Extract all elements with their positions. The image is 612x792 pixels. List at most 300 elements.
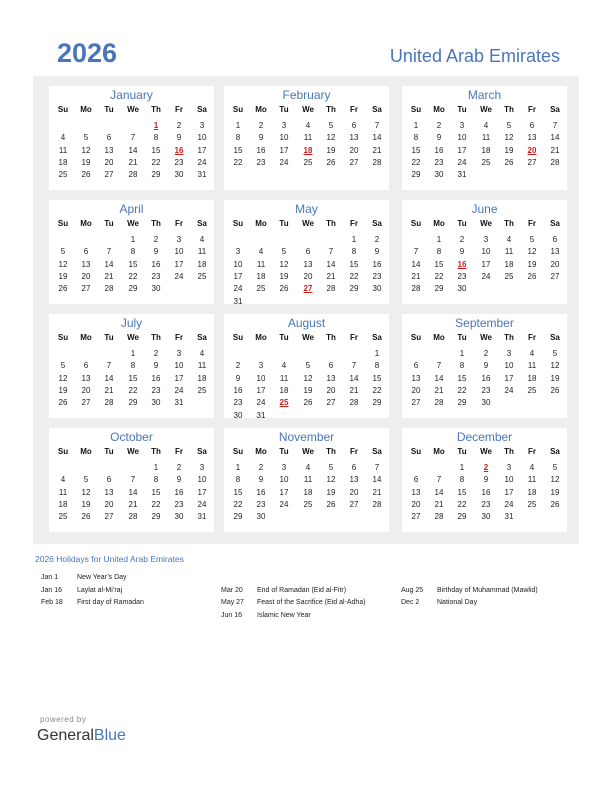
date-cell: 27: [81, 398, 91, 408]
date-cell: 24: [279, 157, 289, 167]
weekday-label: We: [480, 105, 492, 114]
date-cell: 24: [174, 385, 184, 395]
date-cell: 10: [279, 475, 289, 485]
month-name: January: [110, 88, 153, 102]
date-cell: 13: [81, 373, 91, 383]
date-cell: 21: [372, 487, 382, 497]
date-cell: 16: [481, 373, 491, 383]
date-cell: 27: [411, 398, 421, 408]
date-cell: 29: [151, 170, 161, 180]
weekday-label: Th: [326, 447, 336, 456]
date-cell: 23: [457, 271, 467, 281]
date-cell: 10: [457, 133, 467, 143]
weekday-label: Sa: [372, 219, 382, 228]
date-cell: 18: [197, 259, 207, 269]
date-cell: 25: [58, 512, 68, 522]
date-cell: 26: [550, 385, 560, 395]
date-cell: 28: [372, 157, 382, 167]
date-cell: 17: [504, 487, 514, 497]
month-may: [224, 200, 389, 304]
date-cell: 1: [130, 349, 136, 358]
date-cell: 3: [176, 235, 182, 244]
date-cell: 23: [481, 499, 491, 509]
date-cell: 22: [457, 499, 467, 509]
weekday-label: We: [302, 219, 314, 228]
date-cell: 6: [529, 121, 535, 130]
weekday-label: We: [480, 447, 492, 456]
date-cell: 4: [506, 235, 512, 244]
date-cell: 1: [459, 463, 465, 472]
date-cell: 7: [436, 361, 442, 371]
weekday-label: Fr: [350, 447, 358, 456]
weekday-label: Mo: [80, 105, 92, 114]
date-cell: 14: [104, 259, 114, 269]
date-cell: 5: [328, 121, 334, 130]
date-cell: 30: [481, 512, 491, 522]
weekday-label: Sa: [197, 333, 207, 342]
date-cell: 27: [411, 512, 421, 522]
date-cell: 2: [258, 121, 264, 130]
date-cell: 16: [151, 259, 161, 269]
date-cell: 17: [233, 271, 243, 281]
date-cell: 29: [372, 398, 382, 408]
weekday-label: We: [302, 447, 314, 456]
date-cell: 1: [374, 349, 380, 358]
weekday-label: Tu: [457, 105, 467, 114]
weekday-label: Tu: [104, 105, 114, 114]
date-cell: 31: [174, 398, 184, 408]
holiday-name: Laylat al-Mi’raj: [77, 586, 123, 594]
date-cell: 24: [197, 499, 207, 509]
date-cell: 19: [58, 271, 68, 281]
month-name: December: [456, 430, 513, 444]
date-cell: 16: [174, 487, 184, 497]
date-cell: 16: [256, 145, 266, 155]
date-cell: 3: [258, 361, 264, 371]
date-cell: 17: [279, 487, 289, 497]
weekday-label: Mo: [433, 447, 445, 456]
date-cell: 3: [199, 121, 205, 130]
date-cell: 15: [372, 373, 382, 383]
weekday-label: Th: [151, 447, 161, 456]
date-cell: 21: [128, 499, 138, 509]
weekday-label: Mo: [433, 105, 445, 114]
holiday-item: [41, 574, 127, 581]
date-cell: 3: [506, 463, 512, 472]
weekday-label: Sa: [197, 219, 207, 228]
date-cell: 7: [413, 247, 419, 257]
date-cell: 1: [436, 235, 442, 244]
date-cell: 18: [504, 259, 514, 269]
month-name: June: [471, 202, 498, 216]
date-cell: 21: [104, 271, 114, 281]
date-cell: 11: [481, 133, 491, 143]
date-cell: 2: [258, 463, 264, 472]
date-cell: 29: [457, 512, 467, 522]
date-cell: 27: [81, 284, 91, 294]
date-cell: 11: [303, 133, 313, 143]
weekday-label: We: [302, 105, 314, 114]
weekday-label: Th: [151, 219, 161, 228]
date-cell: 28: [326, 284, 336, 294]
weekday-label: We: [127, 105, 139, 114]
date-cell: 18: [58, 157, 68, 167]
weekday-header: [224, 446, 389, 458]
date-cell: 19: [303, 385, 313, 395]
weekday-label: Su: [410, 105, 422, 114]
date-cell: 22: [151, 499, 161, 509]
date-cell: 11: [197, 361, 207, 371]
holiday-name: National Day: [437, 599, 478, 606]
date-cell: 12: [81, 145, 91, 155]
date-cell: 29: [457, 398, 467, 408]
date-cell: 3: [281, 463, 287, 472]
date-cell: 4: [199, 349, 205, 358]
date-cell: 24: [256, 398, 266, 408]
date-cell: 14: [411, 259, 421, 269]
date-cell: 5: [552, 349, 558, 358]
date-cell: 11: [58, 145, 68, 155]
date-cell: 8: [459, 475, 465, 485]
month-june: [402, 200, 567, 304]
date-cell: 26: [81, 170, 91, 180]
holiday-name: Birthday of Muhammad (Mawlid): [437, 586, 538, 594]
weekday-header: [402, 218, 567, 230]
holiday-name: New Year’s Day: [77, 574, 127, 581]
weekday-label: Mo: [255, 219, 267, 228]
date-cell: 31: [256, 410, 266, 420]
date-cell: 30: [457, 284, 467, 294]
date-cell: 19: [504, 145, 514, 155]
date-cell: 31: [233, 296, 243, 306]
date-cell: 25: [303, 157, 313, 167]
date-cell: 9: [176, 475, 182, 485]
date-cell: 14: [349, 373, 359, 383]
date-cell: 6: [552, 235, 558, 244]
date-cell: 14: [372, 133, 382, 143]
date-cell: 9: [258, 133, 264, 143]
weekday-label: Th: [326, 333, 336, 342]
holiday-item: [401, 587, 538, 594]
date-cell: 6: [305, 247, 311, 257]
date-cell: 8: [130, 247, 136, 257]
date-cell: 12: [58, 373, 68, 383]
date-cell: 16: [481, 487, 491, 497]
date-cell: 16: [256, 487, 266, 497]
date-cell: 26: [550, 499, 560, 509]
date-cell: 23: [233, 398, 243, 408]
weekday-label: We: [480, 333, 492, 342]
date-cell: 12: [279, 259, 289, 269]
date-cell: 9: [153, 247, 159, 257]
date-cell: 21: [550, 145, 560, 155]
date-cell: 3: [506, 349, 512, 358]
weekday-label: Fr: [528, 219, 536, 228]
month-name: August: [287, 316, 326, 330]
date-cell: 10: [233, 259, 243, 269]
weekday-label: Tu: [279, 447, 289, 456]
date-cell: 19: [81, 499, 91, 509]
weekday-label: Tu: [104, 447, 114, 456]
date-cell: 29: [434, 284, 444, 294]
date-cell: 10: [504, 475, 514, 485]
weekday-label: Mo: [255, 105, 267, 114]
date-cell: 21: [372, 145, 382, 155]
date-cell: 27: [326, 398, 336, 408]
date-cell: 10: [279, 133, 289, 143]
date-cell: 24: [481, 271, 491, 281]
holidays-title: 2026 Holidays for United Arab Emirates: [35, 554, 184, 564]
date-cell: 20: [349, 487, 359, 497]
date-cell: 19: [326, 145, 336, 155]
date-cell: 27: [104, 170, 114, 180]
month-august: [224, 314, 389, 418]
weekday-label: Fr: [175, 219, 183, 228]
date-cell: 24: [504, 499, 514, 509]
date-cell: 29: [128, 284, 138, 294]
date-cell: 25: [527, 385, 537, 395]
date-cell: 2: [436, 121, 442, 130]
date-cell: 12: [550, 475, 560, 485]
date-cell: 22: [151, 157, 161, 167]
date-cell: 28: [434, 512, 444, 522]
date-cell: 9: [483, 361, 489, 371]
weekday-label: Tu: [279, 105, 289, 114]
date-cell: 14: [326, 259, 336, 269]
date-cell: 7: [351, 361, 357, 371]
date-cell: 31: [197, 512, 207, 522]
date-cell: 20: [326, 385, 336, 395]
weekday-header: [224, 218, 389, 230]
weekday-label: Sa: [372, 447, 382, 456]
holiday-date: 16: [174, 145, 184, 155]
date-cell: 2: [483, 349, 489, 358]
date-cell: 18: [527, 487, 537, 497]
date-cell: 7: [106, 361, 112, 371]
date-cell: 8: [436, 247, 442, 257]
date-cell: 19: [81, 157, 91, 167]
date-cell: 30: [151, 398, 161, 408]
date-cell: 26: [504, 157, 514, 167]
weekday-label: We: [480, 219, 492, 228]
date-cell: 8: [413, 133, 419, 143]
weekday-label: Su: [232, 105, 244, 114]
weekday-header: [49, 446, 214, 458]
weekday-header: [49, 218, 214, 230]
month-name: February: [282, 88, 331, 102]
date-cell: 13: [411, 373, 421, 383]
date-cell: 17: [197, 487, 207, 497]
date-cell: 2: [374, 235, 380, 244]
date-cell: 5: [83, 133, 89, 143]
date-cell: 24: [174, 271, 184, 281]
date-cell: 30: [151, 284, 161, 294]
weekday-label: Th: [504, 219, 514, 228]
weekday-label: Tu: [457, 447, 467, 456]
date-cell: 21: [411, 271, 421, 281]
date-cell: 20: [104, 157, 114, 167]
date-cell: 5: [281, 247, 287, 257]
date-cell: 20: [81, 385, 91, 395]
weekday-header: [402, 104, 567, 116]
date-cell: 3: [176, 349, 182, 358]
date-cell: 6: [83, 361, 89, 371]
weekday-label: Fr: [528, 333, 536, 342]
weekday-label: We: [127, 447, 139, 456]
date-cell: 13: [81, 259, 91, 269]
month-february: [224, 86, 389, 190]
date-cell: 29: [411, 170, 421, 180]
date-cell: 24: [457, 157, 467, 167]
date-cell: 29: [233, 512, 243, 522]
date-cell: 9: [153, 361, 159, 371]
generalblue-logo: [37, 727, 126, 745]
date-cell: 7: [374, 463, 380, 472]
date-cell: 28: [349, 398, 359, 408]
date-cell: 11: [303, 475, 313, 485]
date-cell: 6: [83, 247, 89, 257]
date-cell: 6: [413, 361, 419, 371]
month-april: [49, 200, 214, 304]
date-cell: 4: [60, 475, 66, 485]
date-cell: 17: [504, 373, 514, 383]
date-cell: 3: [199, 463, 205, 472]
date-cell: 8: [235, 133, 241, 143]
weekday-label: Fr: [350, 333, 358, 342]
weekday-header: [224, 332, 389, 344]
date-cell: 28: [411, 284, 421, 294]
date-cell: 1: [235, 463, 241, 472]
date-cell: 14: [128, 487, 138, 497]
holiday-date-label: Jan 16: [41, 586, 63, 594]
date-cell: 30: [372, 284, 382, 294]
date-cell: 5: [328, 463, 334, 472]
date-cell: 2: [235, 361, 241, 371]
holiday-date: 2: [483, 463, 489, 472]
weekday-label: Th: [151, 105, 161, 114]
date-cell: 23: [151, 271, 161, 281]
date-cell: 8: [153, 133, 159, 143]
date-cell: 6: [351, 121, 357, 130]
date-cell: 25: [256, 284, 266, 294]
weekday-label: Mo: [80, 333, 92, 342]
weekday-label: Mo: [255, 447, 267, 456]
weekday-label: Tu: [457, 219, 467, 228]
date-cell: 21: [434, 385, 444, 395]
date-cell: 22: [349, 271, 359, 281]
date-cell: 5: [60, 361, 66, 371]
holiday-date-label: May 27: [221, 599, 244, 606]
date-cell: 10: [504, 361, 514, 371]
month-name: September: [455, 316, 514, 330]
date-cell: 3: [483, 235, 489, 244]
brand-part1: General: [37, 727, 94, 744]
weekday-label: Sa: [197, 447, 207, 456]
date-cell: 23: [151, 385, 161, 395]
holiday-item: [401, 599, 477, 606]
date-cell: 26: [279, 284, 289, 294]
date-cell: 26: [326, 157, 336, 167]
date-cell: 4: [305, 463, 311, 472]
month-name: April: [119, 202, 144, 216]
weekday-label: Mo: [255, 333, 267, 342]
date-cell: 18: [481, 145, 491, 155]
date-cell: 30: [233, 410, 243, 420]
date-cell: 29: [128, 398, 138, 408]
date-cell: 30: [434, 170, 444, 180]
weekday-label: Th: [326, 105, 336, 114]
month-september: [402, 314, 567, 418]
date-cell: 26: [81, 512, 91, 522]
date-cell: 5: [506, 121, 512, 130]
weekday-label: Mo: [433, 219, 445, 228]
holiday-item: [221, 587, 346, 594]
date-cell: 27: [550, 271, 560, 281]
date-cell: 10: [256, 373, 266, 383]
date-cell: 17: [197, 145, 207, 155]
date-cell: 15: [128, 259, 138, 269]
date-cell: 24: [504, 385, 514, 395]
date-cell: 31: [504, 512, 514, 522]
date-cell: 7: [374, 121, 380, 130]
weekday-label: Tu: [104, 219, 114, 228]
weekday-label: Su: [57, 105, 69, 114]
date-cell: 16: [434, 145, 444, 155]
date-cell: 6: [106, 475, 112, 485]
date-cell: 25: [197, 385, 207, 395]
date-cell: 18: [197, 373, 207, 383]
date-cell: 8: [130, 361, 136, 371]
date-cell: 31: [197, 170, 207, 180]
holiday-item: [41, 587, 122, 594]
date-cell: 16: [151, 373, 161, 383]
date-cell: 22: [128, 385, 138, 395]
holiday-date: 1: [153, 121, 159, 130]
date-cell: 12: [504, 133, 514, 143]
date-cell: 1: [153, 463, 159, 472]
date-cell: 12: [550, 361, 560, 371]
weekday-label: Th: [326, 219, 336, 228]
brand-part2: Blue: [93, 727, 126, 744]
date-cell: 23: [256, 157, 266, 167]
date-cell: 26: [303, 398, 313, 408]
date-cell: 23: [434, 157, 444, 167]
date-cell: 4: [305, 121, 311, 130]
date-cell: 27: [104, 512, 114, 522]
holiday-date-label: Jan 1: [41, 574, 59, 581]
date-cell: 20: [349, 145, 359, 155]
date-cell: 1: [235, 121, 241, 130]
date-cell: 22: [233, 499, 243, 509]
date-cell: 13: [104, 487, 114, 497]
month-march: [402, 86, 567, 190]
date-cell: 9: [235, 373, 241, 383]
holiday-item: [41, 599, 144, 606]
weekday-label: We: [127, 219, 139, 228]
holiday-date-label: Mar 20: [221, 586, 243, 594]
weekday-label: Su: [57, 219, 69, 228]
weekday-label: Fr: [175, 333, 183, 342]
date-cell: 30: [174, 512, 184, 522]
date-cell: 28: [104, 398, 114, 408]
date-cell: 14: [104, 373, 114, 383]
weekday-label: Sa: [372, 105, 382, 114]
date-cell: 4: [258, 247, 264, 257]
date-cell: 22: [457, 385, 467, 395]
date-cell: 14: [128, 145, 138, 155]
date-cell: 7: [328, 247, 334, 257]
date-cell: 11: [256, 259, 266, 269]
